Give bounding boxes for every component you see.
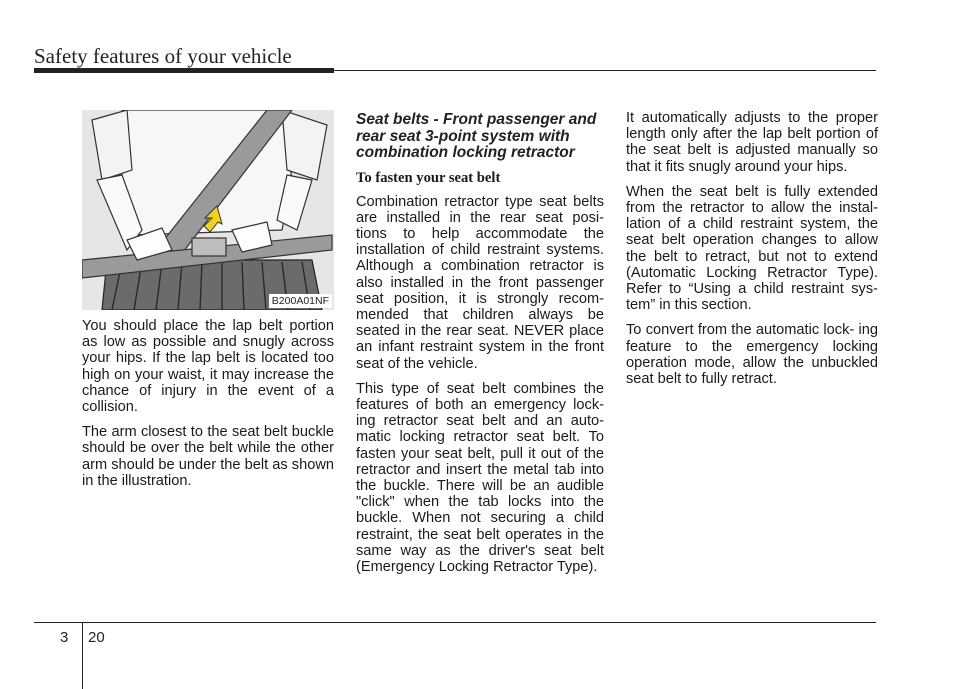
footer-divider bbox=[82, 622, 83, 689]
chapter-number: 3 bbox=[60, 629, 69, 646]
seat-belt-drawing bbox=[82, 110, 334, 310]
column-1 bbox=[82, 110, 334, 498]
section-subtitle: Seat belts - Front passenger and rear seat 3-point system with combination locking retractor bbox=[356, 111, 597, 161]
page-number: 20 bbox=[88, 629, 105, 646]
column-3 bbox=[626, 110, 878, 396]
paragraph: When the seat belt is fully extended from the retractor to allow the instal- lation of a child restraint system, the seat belt operation changes to allow the belt to retract, but not to extend (Automatic Locking Retractor Type). Refer to “Using a child restraint sys- tem” in this section. bbox=[626, 183, 878, 314]
header-rule-thin bbox=[334, 70, 876, 71]
footer-rule bbox=[34, 622, 876, 623]
seat-belt-illustration bbox=[82, 110, 334, 310]
paragraph: You should place the lap belt portion as low as possible and snugly across your hips. If the lap belt is located too high on your waist, it may increase the chance of injury in the event of a collision. bbox=[82, 318, 334, 416]
header-rule-thick bbox=[34, 68, 334, 73]
paragraph: To convert from the automatic lock- ing feature to the emergency locking operation mode, allow the unbuckled seat belt to fully retract. bbox=[626, 322, 878, 388]
page-header-title: Safety features of your vehicle bbox=[34, 44, 292, 68]
column-2 bbox=[356, 112, 604, 584]
paragraph: This type of seat belt combines the features of both an emergency lock- ing retractor seat belt and an auto- matic locking retractor seat belt. To fasten your seat belt, pull it out of the retractor and insert the metal tab into the buckle. There will be an audible "click" when the tab locks into the buckle. When not securing a child restraint, the seat belt operates in the same way as the driver's seat belt (Emergency Locking Retractor Type). bbox=[356, 380, 604, 575]
paragraph: Combination retractor type seat belts are installed in the rear seat posi- tions to help accommodate the installation of child restraint systems. Although a combination retractor is also installed in the front passenger seat position, it is strongly recom- mended that children always be seated in the rear seat. NEVER place an infant restraint system in the front seat of the vehicle. bbox=[356, 193, 604, 372]
paragraph: The arm closest to the seat belt buckle should be over the belt while the other arm should be under the belt as shown in the illustration. bbox=[82, 424, 334, 489]
section-subheading: To fasten your seat belt bbox=[356, 169, 501, 186]
illustration-code: B200A01NF bbox=[269, 294, 332, 308]
paragraph: It automatically adjusts to the proper length only after the lap belt portion of the seat belt is adjusted manually so that it fits snugly around your hips. bbox=[626, 110, 878, 175]
